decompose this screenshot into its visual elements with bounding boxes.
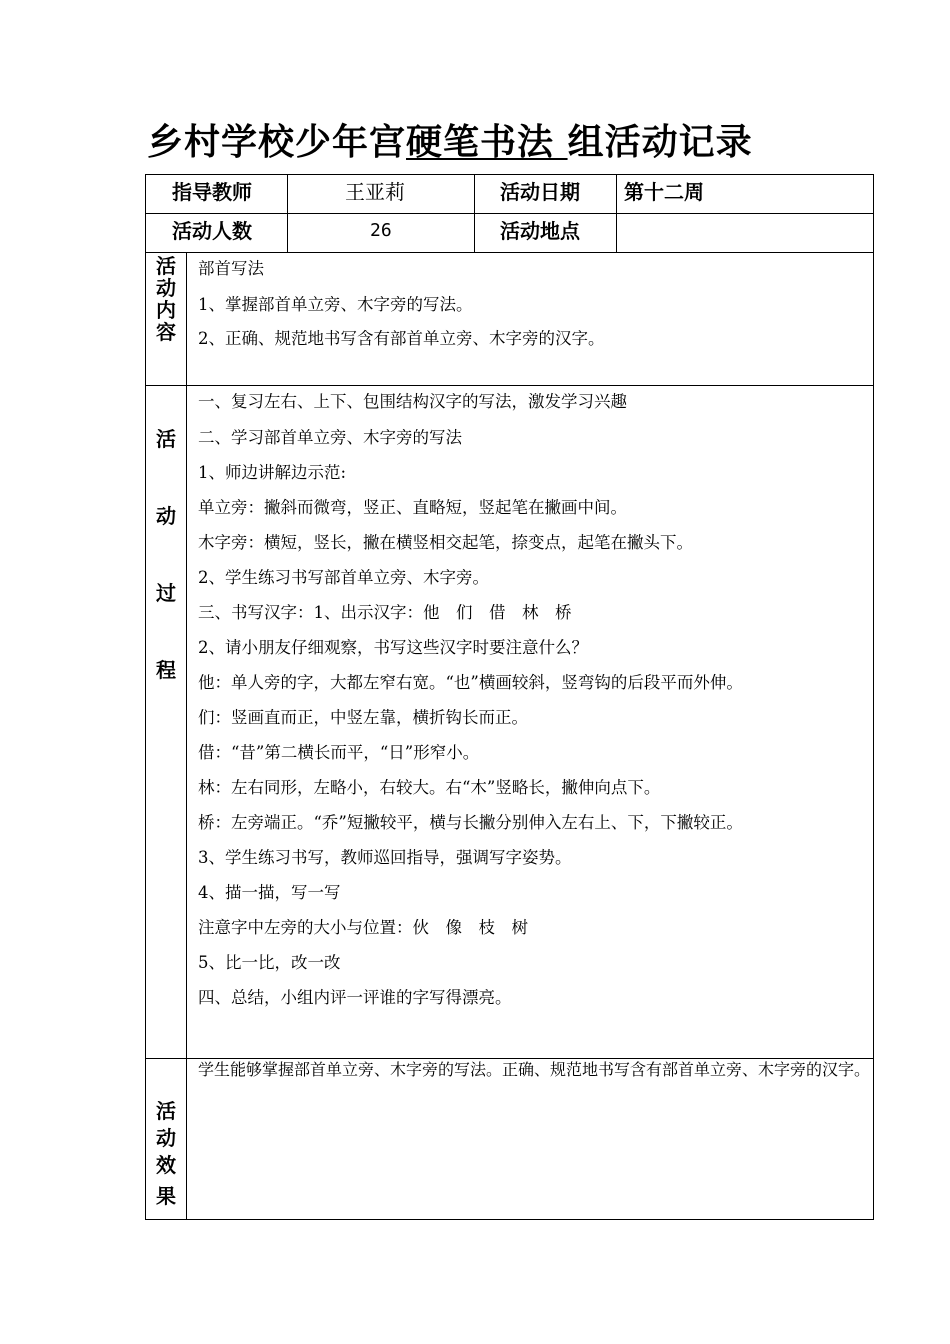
label-char: 活: [156, 427, 176, 451]
date-value: 第十二周: [624, 180, 704, 204]
col-divider: [287, 175, 288, 253]
process-line: 们：竖画直而正，中竖左靠，横折钩长而正。: [198, 708, 528, 727]
col-divider: [474, 175, 475, 253]
process-line: 4、描一描，写一写: [198, 883, 341, 902]
process-line: 林：左右同形，左略小，右较大。右“木”竖略长，撇伸向点下。: [198, 778, 661, 797]
title-suffix: 组活动记录: [567, 122, 753, 163]
teacher-label: 指导教师: [172, 180, 252, 204]
row-divider: [146, 385, 873, 386]
process-line: 桥：左旁端正。“乔”短撇较平，横与长撇分别伸入左右上、下，下撇较正。: [198, 813, 743, 832]
content-label: [146, 255, 186, 343]
content-line: 1、掌握部首单立旁、木字旁的写法。: [198, 295, 473, 314]
label-char: 内: [156, 298, 176, 322]
process-line: 2、学生练习书写部首单立旁、木字旁。: [198, 568, 489, 587]
process-line: 二、学习部首单立旁、木字旁的写法: [198, 428, 462, 447]
label-char: 活: [156, 1099, 176, 1123]
process-line: 三、书写汉字：1、出示汉字：他 们 借 林 桥: [198, 603, 572, 622]
process-line: 单立旁：撇斜而微弯，竖正、直略短，竖起笔在撇画中间。: [198, 498, 627, 517]
process-line: 1、师边讲解边示范:: [198, 463, 347, 482]
label-char: 活: [156, 254, 176, 278]
date-label: 活动日期: [500, 180, 580, 204]
label-char: 过: [156, 581, 176, 605]
row-divider: [146, 213, 873, 214]
label-char: 容: [156, 320, 176, 344]
page-title: [147, 118, 867, 168]
label-char: 效: [156, 1153, 176, 1177]
row-divider: [146, 1058, 873, 1059]
process-line: 木字旁：横短，竖长，撇在横竖相交起笔，捺变点，起笔在撇头下。: [198, 533, 693, 552]
process-line: 他：单人旁的字，大都左窄右宽。“也”横画较斜，竖弯钩的后段平而外伸。: [198, 673, 743, 692]
place-label: 活动地点: [500, 219, 580, 243]
teacher-value: 王亚莉: [345, 180, 405, 204]
row-divider: [146, 252, 873, 253]
label-char: 果: [156, 1184, 176, 1208]
label-char: 动: [156, 1126, 176, 1150]
effect-text: 学生能够掌握部首单立旁、木字旁的写法。正确、规范地书写含有部首单立旁、木字旁的汉字。: [198, 1060, 871, 1079]
process-line: 注意字中左旁的大小与位置：伙 像 枝 树: [198, 918, 528, 937]
label-char: 动: [156, 276, 176, 300]
title-prefix: 乡村学校少年宫: [147, 122, 407, 163]
count-value: 26: [370, 220, 392, 241]
process-line: 3、学生练习书写，教师巡回指导，强调写字姿势。: [198, 848, 572, 867]
label-char: 动: [156, 504, 176, 528]
label-char: 程: [156, 658, 176, 682]
process-line: 5、比一比，改一改: [198, 953, 341, 972]
effect-label: [146, 1098, 186, 1210]
col-divider: [186, 253, 187, 1219]
process-line: 2、请小朋友仔细观察，书写这些汉字时要注意什么？: [198, 638, 588, 657]
col-divider: [616, 175, 617, 253]
content-text: [198, 255, 868, 383]
process-line: 借：“昔”第二横长而平，“日”形窄小。: [198, 743, 480, 762]
activity-record-table: [145, 174, 874, 1220]
title-subject: 硬笔书法: [406, 122, 568, 163]
count-label: 活动人数: [172, 219, 252, 243]
process-line: 一、复习左右、上下、包围结构汉字的写法，激发学习兴趣: [198, 392, 627, 411]
process-line: 四、总结，小组内评一评谁的字写得漂亮。: [198, 988, 512, 1007]
process-label: [146, 427, 186, 682]
content-line: 2、正确、规范地书写含有部首单立旁、木字旁的汉字。: [198, 329, 605, 348]
content-line: 部首写法: [198, 259, 264, 278]
process-text: [198, 388, 870, 1056]
